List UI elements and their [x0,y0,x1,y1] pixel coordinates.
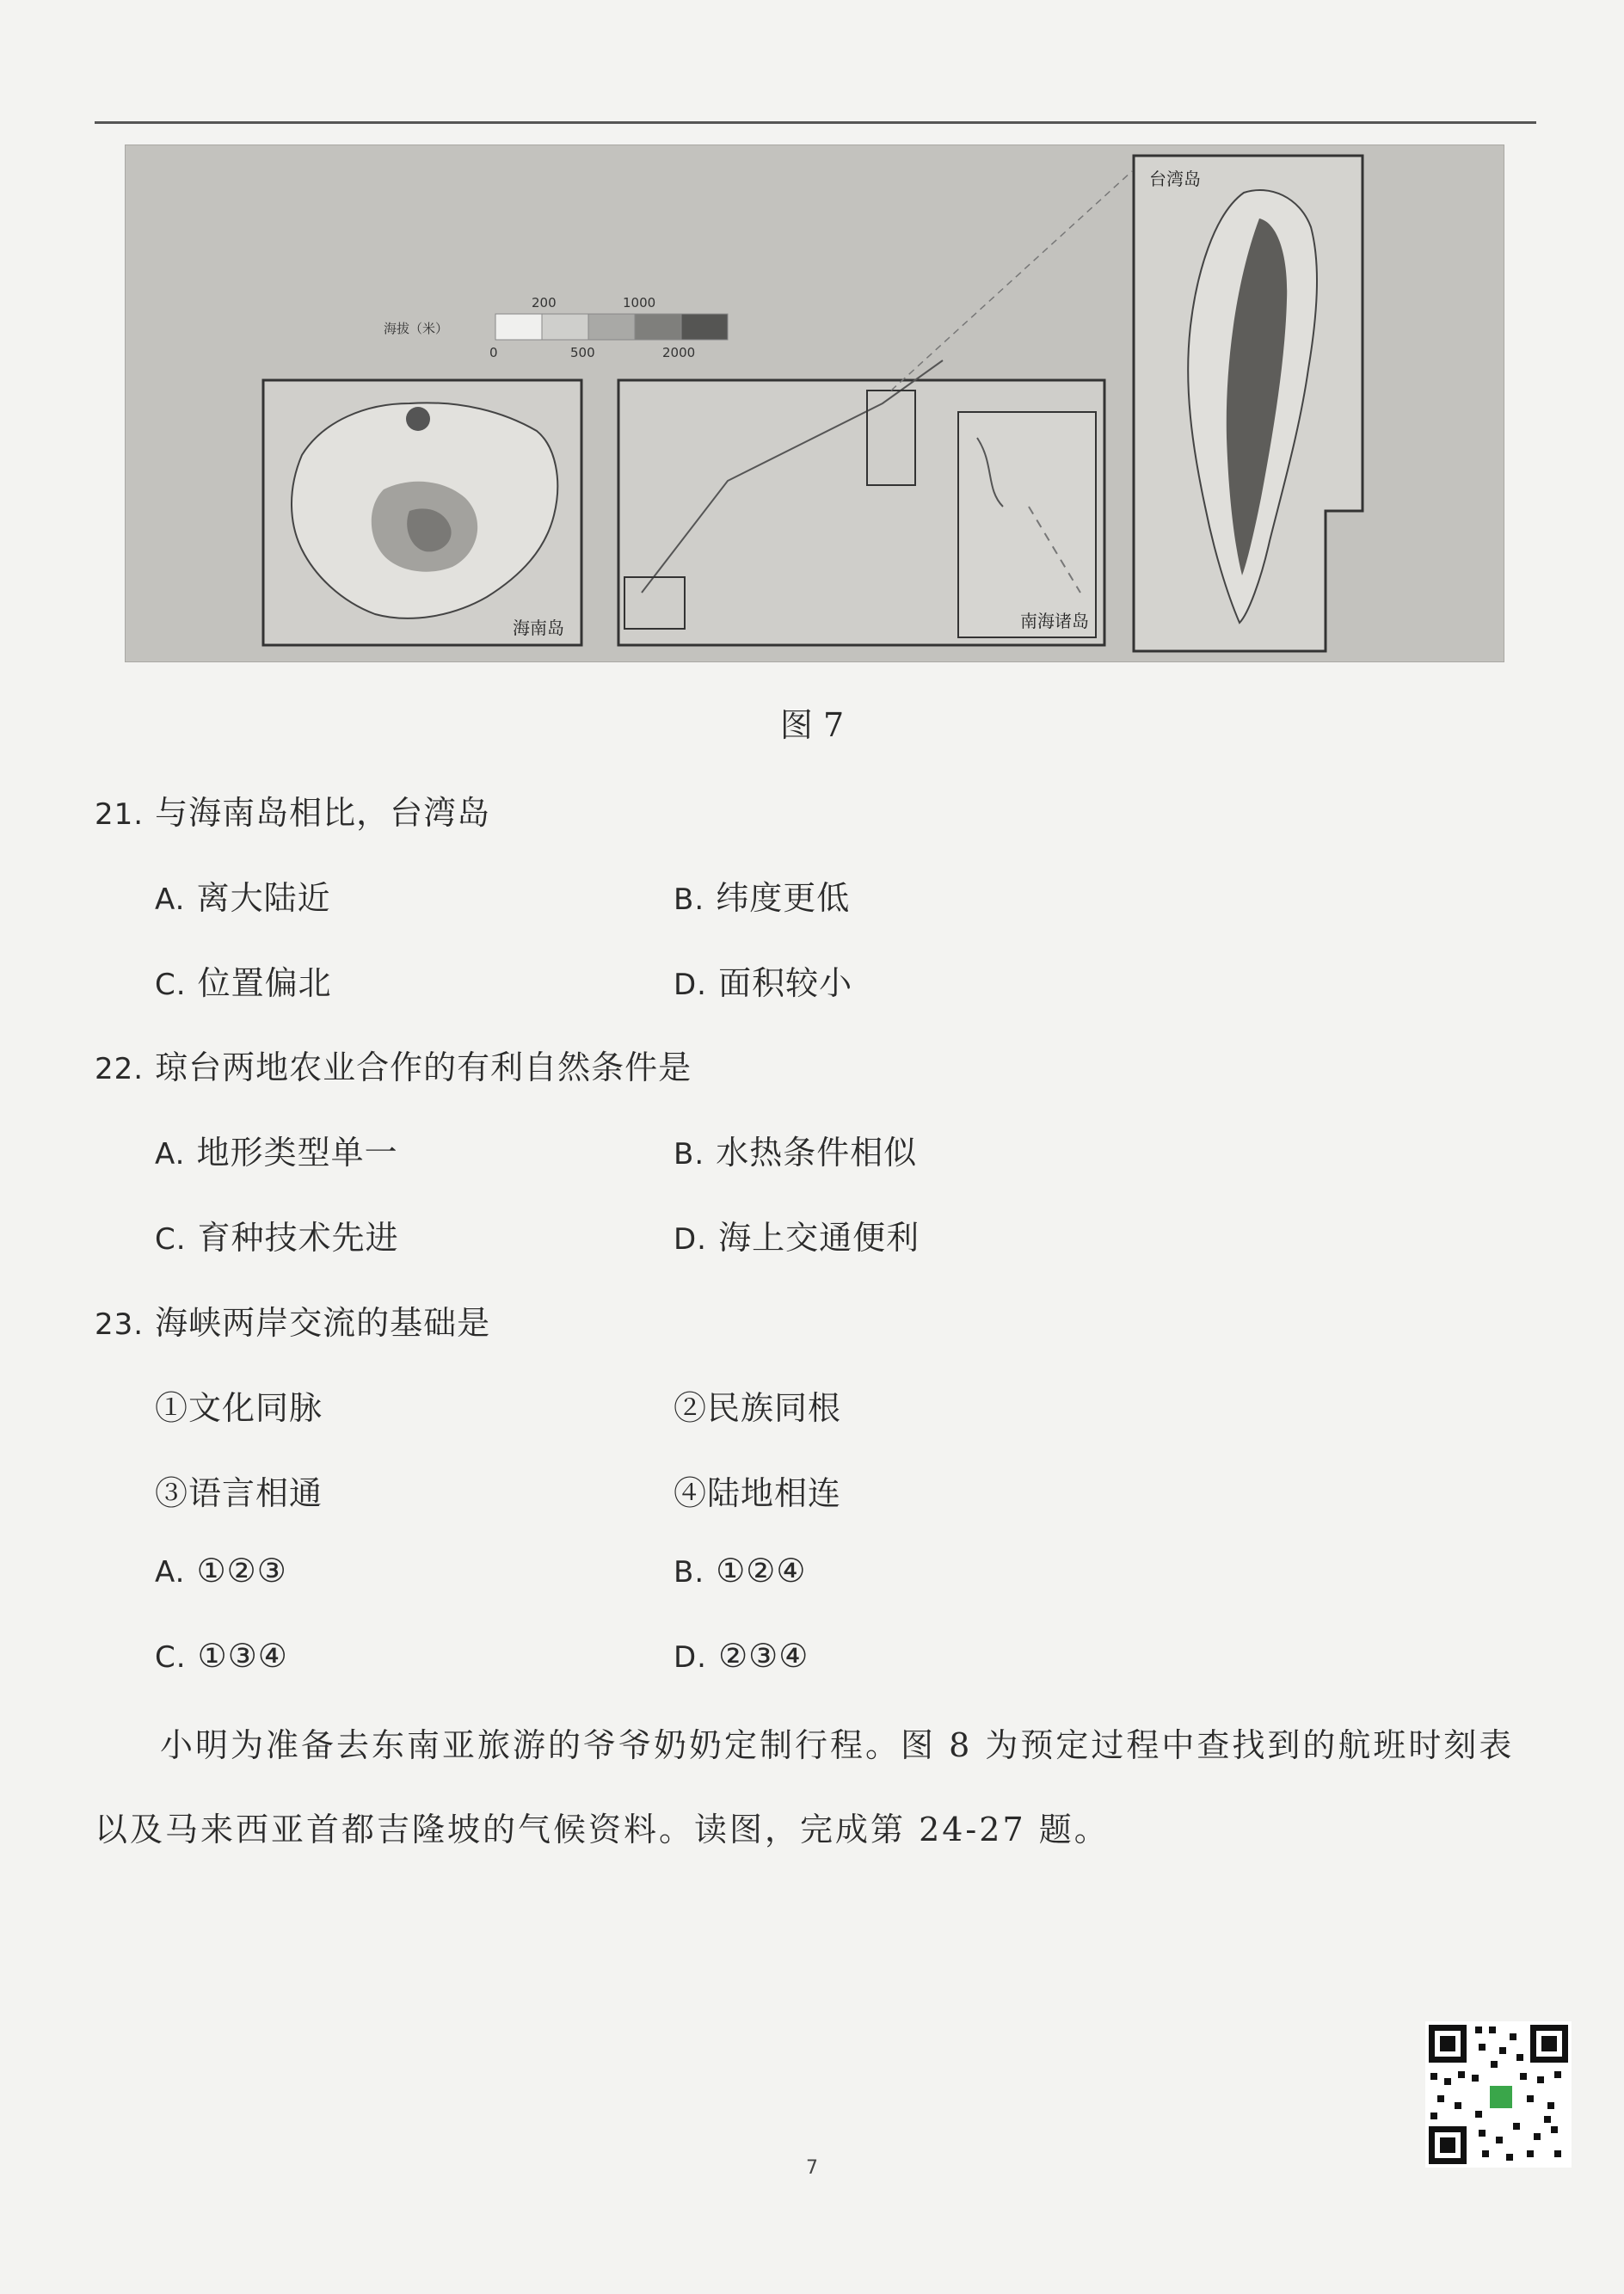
option-letter: D. [674,968,707,1002]
figure-caption: 图 7 [779,706,845,744]
map-illustration [126,145,1504,661]
option-text: 水热条件相似 [716,1134,918,1172]
page-number: 7 [806,2157,818,2179]
option-21-d[interactable] [674,956,852,1004]
question-22-stem [95,1041,692,1088]
option-letter: C. [155,1640,187,1675]
qr-code [1425,2021,1572,2168]
option-letter: B. [674,1137,705,1172]
legend-tick: 500 [570,345,595,360]
hainan-label: 海南岛 [513,618,564,638]
option-text: 海上交通便利 [718,1219,920,1257]
question-21-stem [95,786,490,833]
legend-tick: 200 [532,295,557,311]
option-letter: D. [674,1640,707,1675]
option-letter: C. [155,1222,187,1257]
statement-3: ③语言相通 [155,1474,323,1512]
south-china-sea-panel [618,360,1104,645]
option-letter: A. [155,1137,186,1172]
taiwan-panel [1134,156,1363,651]
option-text: 纬度更低 [716,879,851,917]
figure-7-map [125,145,1504,662]
option-23-c[interactable] [155,1637,288,1675]
option-letter: C. [155,968,187,1002]
question-number: 22. [95,1052,145,1086]
qr-logo-badge [1488,2084,1514,2110]
option-21-a[interactable] [155,871,331,919]
option-22-a[interactable] [155,1126,398,1173]
legend-swatch [635,314,681,340]
option-23-a[interactable] [155,1552,287,1590]
option-22-c[interactable] [155,1211,399,1258]
question-number: 23. [95,1307,145,1342]
question-text: 海峡两岸交流的基础是 [155,1304,491,1342]
question-text: 琼台两地农业合作的有利自然条件是 [155,1049,692,1086]
statement-2: ②民族同根 [674,1389,842,1427]
option-text: 地形类型单一 [196,1134,398,1172]
legend-tick: 0 [489,345,498,360]
option-text: 育种技术先进 [197,1219,399,1257]
option-letter: A. [155,1555,186,1590]
legend-title: 海拔（米） [384,321,449,336]
option-text: ①②④ [716,1552,807,1590]
question-text: 与海南岛相比，台湾岛 [155,794,491,832]
option-22-b[interactable] [674,1126,917,1173]
option-text: 面积较小 [718,964,853,1002]
option-letter: B. [674,1555,705,1590]
option-23-d[interactable] [674,1637,809,1675]
question-23-stem [95,1296,490,1344]
option-text: ①③④ [197,1637,288,1675]
legend-swatch [681,314,728,340]
option-text: 位置偏北 [197,964,332,1002]
taiwan-label: 台湾岛 [1149,169,1201,189]
passage-text: 小明为准备去东南亚旅游的爷爷奶奶定制行程。图 8 为预定过程中查找到的航班时刻表以及马来西亚首都吉隆坡的气候资料。读图，完成第 24-27 题。 [95,1726,1515,1848]
legend-tick: 2000 [662,345,696,360]
option-text: ①②③ [196,1552,287,1590]
option-letter: A. [155,883,186,917]
option-21-c[interactable] [155,956,332,1004]
option-letter: B. [674,883,705,917]
question-number: 21. [95,797,145,832]
reading-passage [95,1703,1540,1872]
option-letter: D. [674,1222,707,1257]
legend-tick: 1000 [623,295,656,311]
legend-swatch [542,314,588,340]
option-21-b[interactable] [674,871,850,919]
option-text: 离大陆近 [196,879,331,917]
option-22-d[interactable] [674,1211,920,1258]
header-rule [95,121,1536,124]
leader-line [891,171,1132,391]
hainan-panel [263,380,581,645]
option-23-b[interactable] [674,1552,806,1590]
city-marker [406,407,430,431]
legend-swatch [588,314,635,340]
statement-4: ④陆地相连 [674,1474,842,1512]
statement-1: ①文化同脉 [155,1389,323,1427]
legend-swatch [495,314,542,340]
option-text: ②③④ [718,1637,809,1675]
elevation-legend [384,295,728,360]
nanhai-label: 南海诸岛 [1020,611,1089,631]
